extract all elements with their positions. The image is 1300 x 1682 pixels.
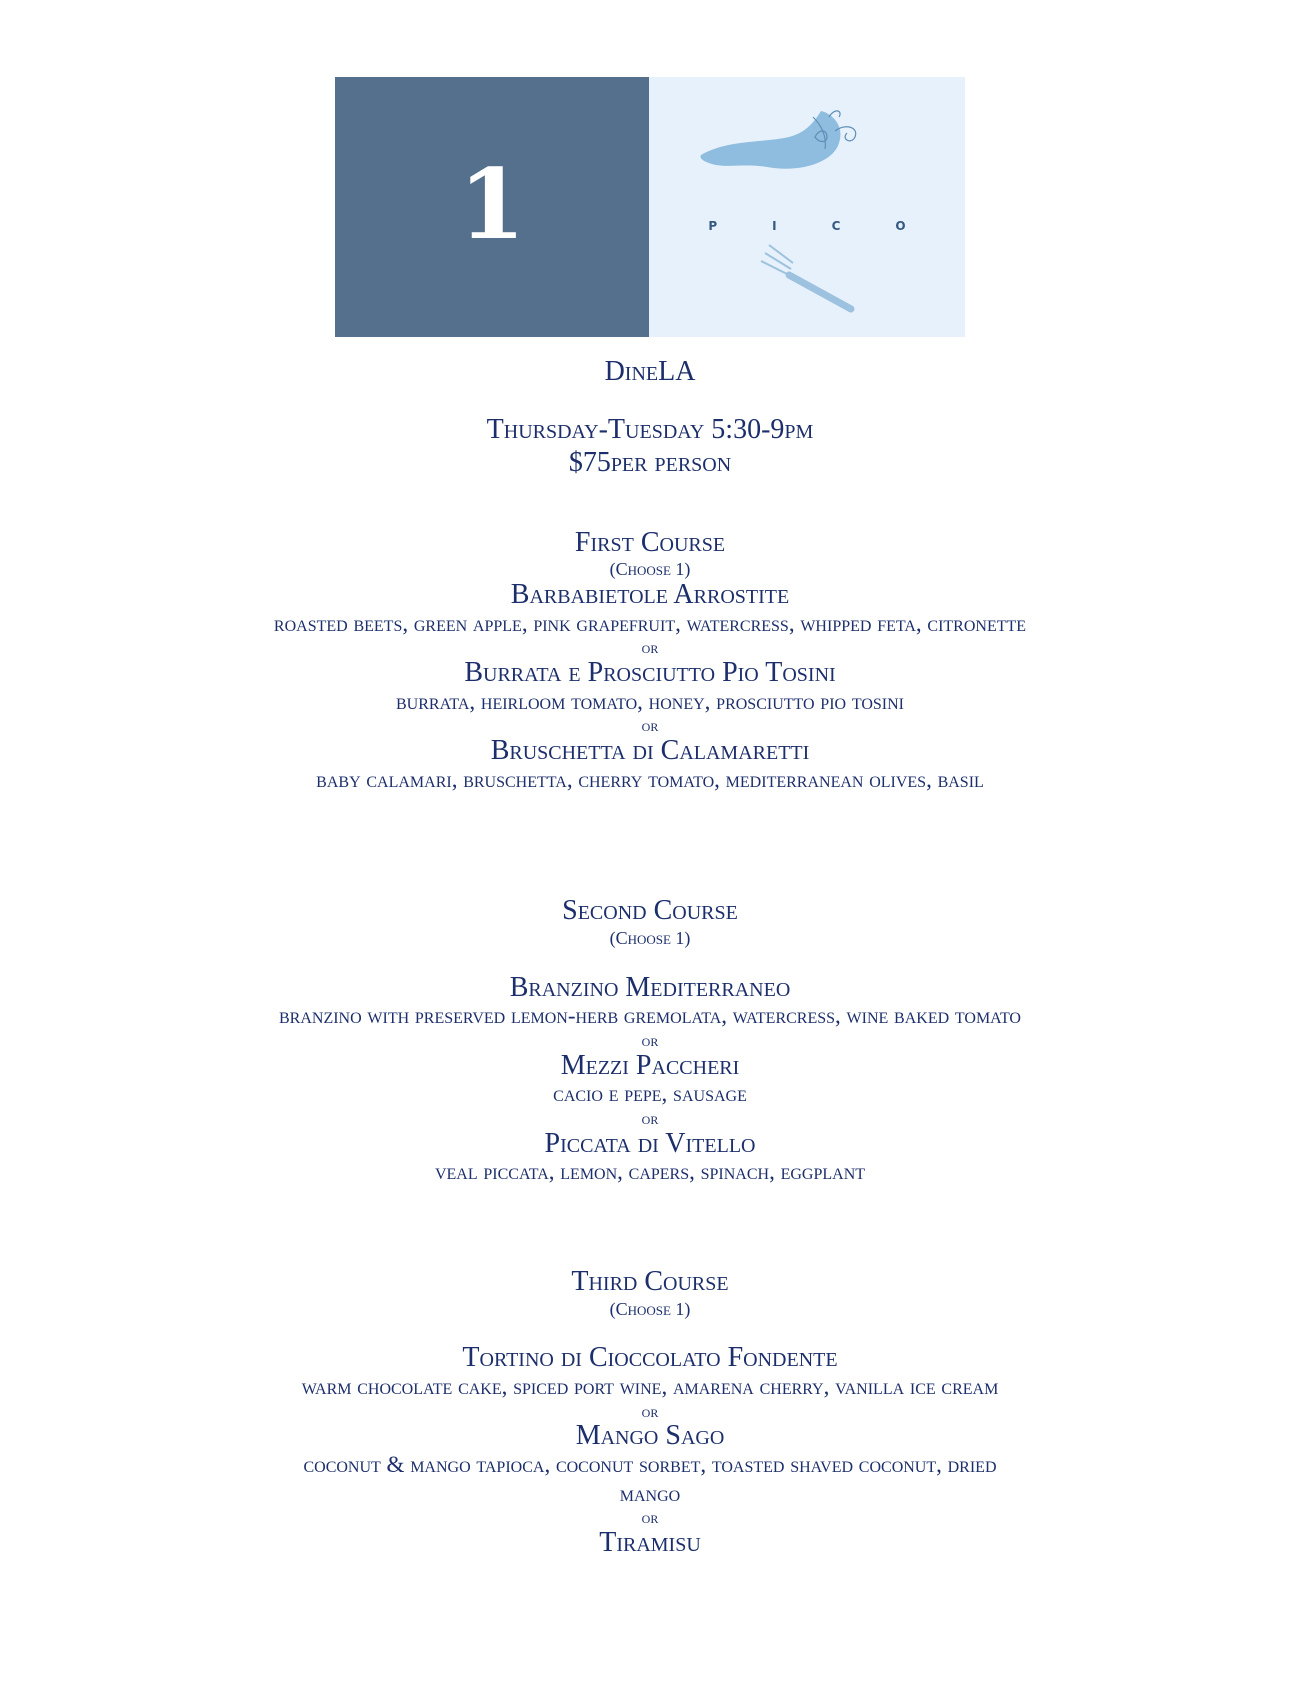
dish-description: burrata, heirloom tomato, honey, prosciutto pio tosini <box>396 688 904 714</box>
logo-numeral: 1 <box>458 148 526 261</box>
logo-right-panel <box>649 77 965 337</box>
dish-description: roasted beets, green apple, pink grapefruit, watercress, whipped feta, citronette <box>273 610 1027 636</box>
course-title: Second Course <box>562 895 738 927</box>
dish-name: Branzino Mediterraneo <box>509 971 791 1003</box>
course-third <box>60 1265 1240 1558</box>
or-separator: or <box>641 1508 659 1528</box>
dish-name: Piccata di Vitello <box>544 1127 756 1159</box>
dish-description: veal piccata, lemon, capers, spinach, eggplant <box>434 1159 866 1185</box>
or-separator: or <box>641 638 659 658</box>
dish-name: Mezzi Paccheri <box>560 1049 740 1081</box>
price-per-person: $75per person <box>568 447 732 479</box>
course-first <box>60 526 1240 795</box>
course-choose-note: (Choose 1) <box>609 559 691 580</box>
event-name: DineLA <box>604 356 696 387</box>
dish-description: cacio e pepe, sausage <box>553 1081 747 1107</box>
service-hours: Thursday-Tuesday 5:30-9pm <box>486 413 814 445</box>
fish-icon <box>700 111 855 169</box>
fork-icon <box>761 245 851 309</box>
dish-name: Mango Sago <box>575 1420 725 1452</box>
dish-description: warm chocolate cake, spiced port wine, amarena cherry, vanilla ice cream <box>301 1374 999 1400</box>
menu-body <box>60 355 1240 1558</box>
logo-wordmark: PICO <box>708 219 961 233</box>
or-separator: or <box>641 1031 659 1051</box>
course-title: First Course <box>574 526 726 558</box>
dish-description: branzino with preserved lemon-herb gremolata, watercress, wine baked tomato <box>278 1003 1021 1029</box>
or-separator: or <box>641 1109 659 1129</box>
or-separator: or <box>641 716 659 736</box>
logo-artwork <box>649 77 965 337</box>
dish-name: Bruschetta di Calamaretti <box>490 735 810 766</box>
course-choose-note: (Choose 1) <box>609 928 691 949</box>
restaurant-logo <box>335 77 965 337</box>
dish-name: Tortino di Cioccolato Fondente <box>462 1342 838 1374</box>
dish-name: Burrata e Prosciutto Pio Tosini <box>464 657 836 689</box>
logo-left-panel <box>335 77 649 337</box>
dish-description: mango <box>619 1480 681 1506</box>
course-second <box>60 894 1240 1187</box>
or-separator: or <box>641 1401 659 1421</box>
dish-name: Tiramisu <box>599 1527 701 1559</box>
dish-description: baby calamari, bruschetta, cherry tomato, mediterranean olives, basil <box>316 766 984 792</box>
course-choose-note: (Choose 1) <box>609 1298 691 1319</box>
dish-description: coconut & mango tapioca, coconut sorbet, toasted shaved coconut, dried <box>303 1451 997 1477</box>
dish-name: Barbabietole Arrostite <box>510 579 790 611</box>
course-title: Third Course <box>571 1266 729 1298</box>
